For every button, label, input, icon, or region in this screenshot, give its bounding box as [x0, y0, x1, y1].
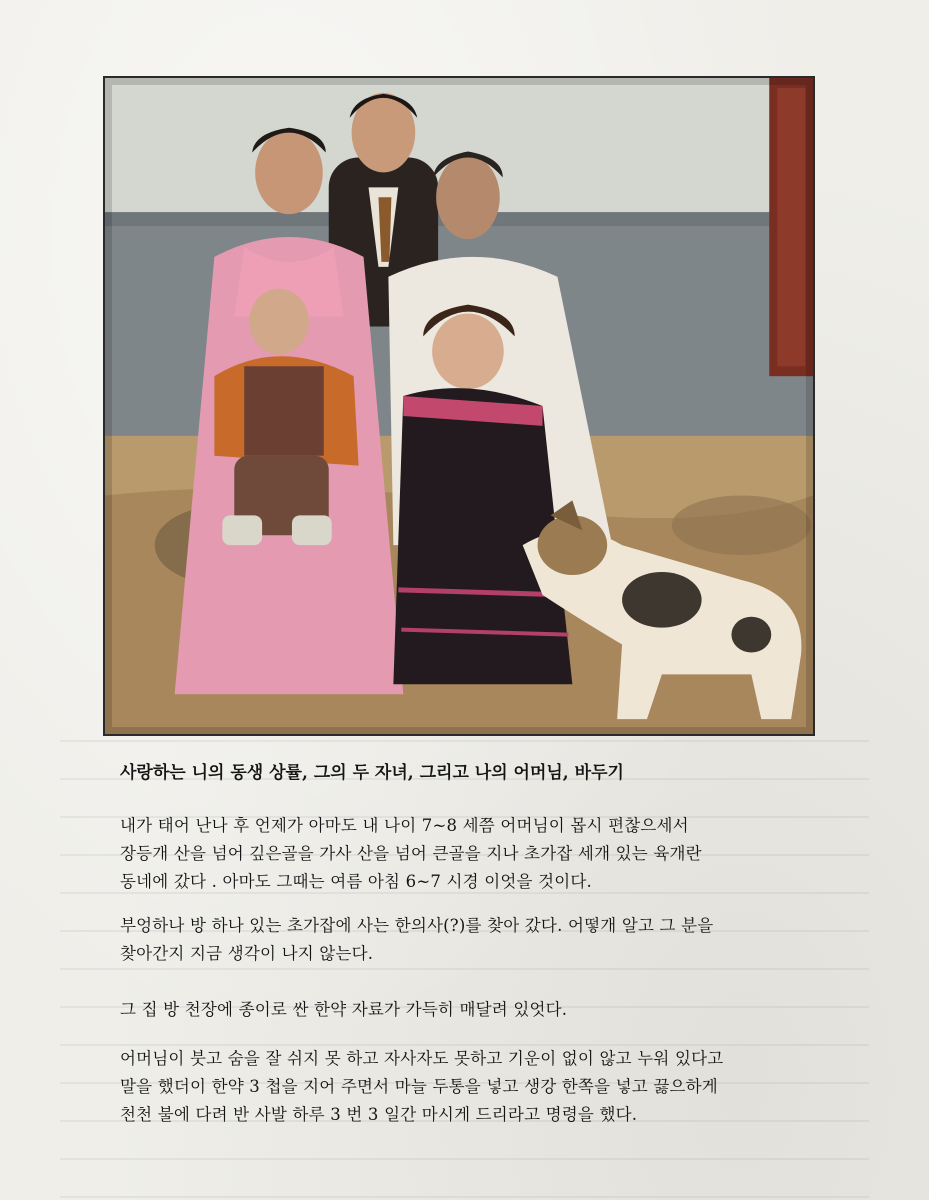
paragraph-line: 천천 불에 다려 반 사발 하루 3 번 3 일간 마시게 드리라고 명령을 했다.: [120, 1105, 638, 1124]
paragraph-line: 찾아간지 지금 생각이 나지 않는다.: [120, 944, 374, 963]
bleed-through-texture: [60, 740, 869, 1200]
family-photo-illustration: [105, 78, 813, 734]
paragraph-line: 동네에 갔다 . 아마도 그때는 여름 아침 6~7 시경 이엇을 것이다.: [120, 872, 592, 891]
paragraph-line: 어머님이 붓고 숨을 잘 쉬지 못 하고 자사자도 못하고 기운이 없이 않고 누워 있다고: [120, 1049, 724, 1068]
paragraph-line: 그 집 방 천장에 종이로 싼 한약 자료가 가득히 매달려 있엇다.: [120, 1000, 568, 1019]
paragraph-1: [120, 812, 860, 896]
paragraph-4: [120, 1045, 860, 1129]
paragraph-line: 내가 태어 난나 후 언제가 아마도 내 나이 7~8 세쯤 어머님이 몹시 편찮으세서: [120, 816, 689, 835]
paragraph-3: [120, 996, 860, 1024]
family-photo: [103, 76, 815, 736]
paragraph-2: [120, 912, 860, 968]
paragraph-line: 부엉하나 방 하나 있는 초가잡에 사는 한의사(?)를 찾아 갔다. 어떻개 알고 그 분을: [120, 916, 714, 935]
paragraph-line: 장등개 산을 넘어 깊은골을 가사 산을 넘어 큰골을 지나 초가잡 세개 있는 육개란: [120, 844, 702, 863]
paragraph-line: 말을 했더이 한약 3 첩을 지어 주면서 마늘 두통을 넣고 생강 한쪽을 넣고 끓으하게: [120, 1077, 718, 1096]
photo-caption: 사랑하는 니의 동생 상률, 그의 두 자녀, 그리고 나의 어머님, 바두기: [120, 763, 624, 783]
